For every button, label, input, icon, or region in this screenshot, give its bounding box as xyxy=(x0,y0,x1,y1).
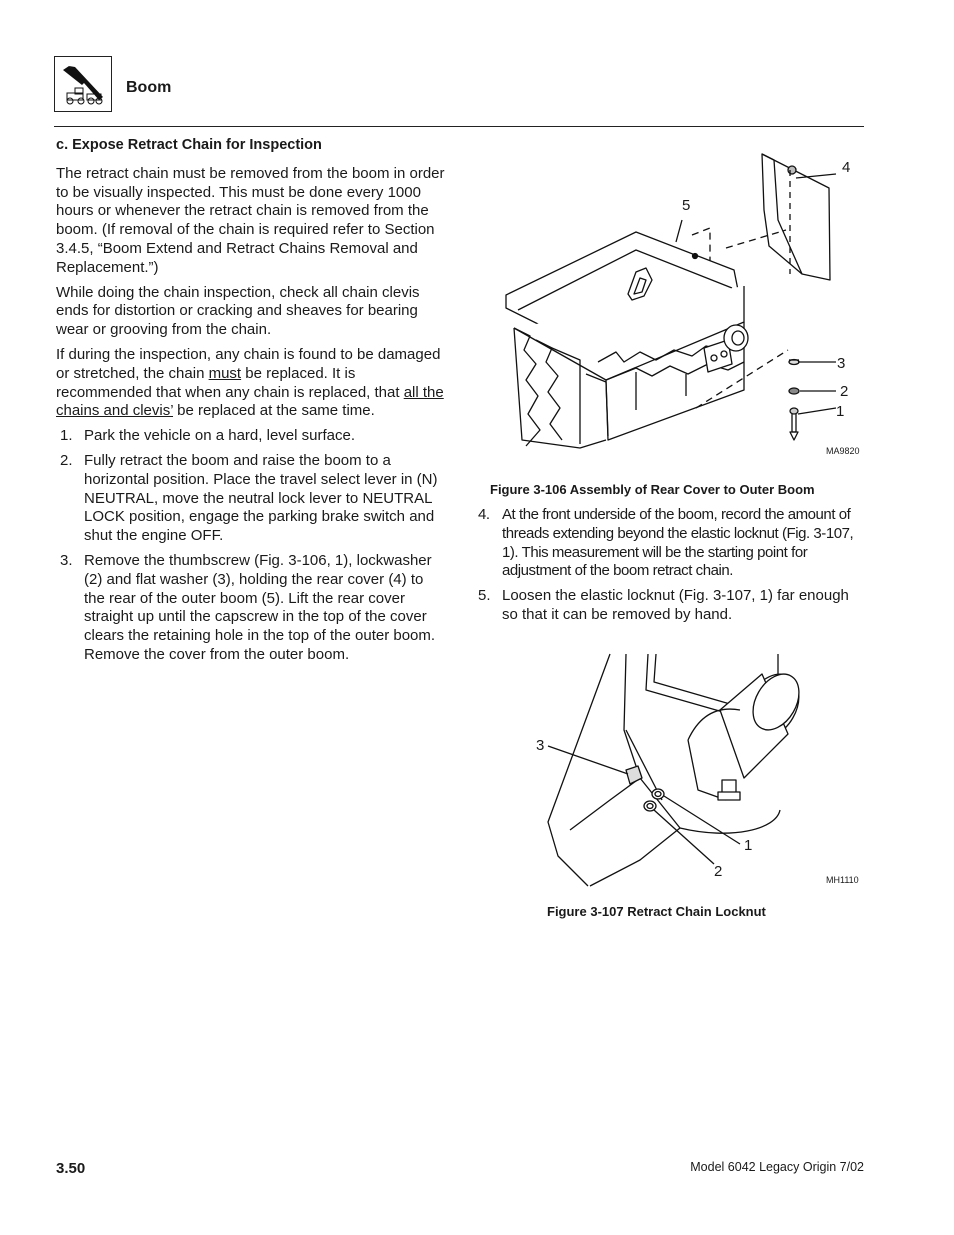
procedure-step-1 xyxy=(56,427,448,446)
paragraph-3 xyxy=(56,346,448,421)
callout-1: 1 xyxy=(836,403,845,420)
paragraph-2: While doing the chain inspection, check all chain clevis ends for distortion or cracking and sheaves for bearing wear or grooving from the chain. xyxy=(56,283,420,339)
procedure-step-2 xyxy=(56,452,448,546)
boom-logo-icon xyxy=(54,56,112,112)
page-number: 3.50 xyxy=(56,1160,86,1177)
header-divider xyxy=(54,126,864,127)
step-text: At the front underside of the boom, record the amount of threads extending beyond the elastic locknut (Fig. 3-107, 1). This measurement will be the starting point for adjustment of the boom retract chain. xyxy=(502,506,854,580)
step-text: Loosen the elastic locknut (Fig. 3-107, 1) far enough so that it can be removed by hand. xyxy=(502,587,849,623)
procedure-step-4 xyxy=(478,506,864,581)
right-column xyxy=(478,506,864,631)
paragraph-1: The retract chain must be removed from the boom in order to be visually inspected. This must be done every 1000 hours or whenever the retract chain is removed from the boom. (If removal of the chain is required refer to Section 3.4.5, “Boom Extend and Retract Chains Removal and Replacement.”) xyxy=(56,164,445,276)
figure-code: MA9820 xyxy=(826,446,860,456)
figure-code: MH1110 xyxy=(826,875,859,885)
figure-3-106-caption: Figure 3-106 Assembly of Rear Cover to Outer Boom xyxy=(490,482,815,497)
emphasis-all-chains: all the chains and clevis’ xyxy=(56,383,444,420)
step-text: Park the vehicle on a hard, level surface. xyxy=(84,427,355,445)
callout-2: 2 xyxy=(714,863,723,880)
callout-3: 3 xyxy=(837,355,846,372)
step-text: Fully retract the boom and raise the boom to a horizontal position. Place the travel select lever in (N) NEUTRAL, move the neutral lock lever to NEUTRAL LOCK position, engage the parking brake switch and shut the engine OFF. xyxy=(84,451,438,545)
callout-5: 5 xyxy=(682,197,691,214)
footer-model-info: Model 6042 Legacy Origin 7/02 xyxy=(690,1160,864,1174)
procedure-steps-right xyxy=(478,506,864,625)
section-title: Boom xyxy=(126,79,172,96)
paragraph-3-part-a: If during the inspection, any chain is found to be damaged or stretched, the chain xyxy=(56,345,441,382)
paragraph-3-part-b: be replaced. It is recommended that when any chain is replaced, that xyxy=(56,364,404,401)
figure-3-107-caption: Figure 3-107 Retract Chain Locknut xyxy=(547,904,766,919)
figure-3-107-locknut-illustration xyxy=(530,650,866,890)
callout-4: 4 xyxy=(842,159,851,176)
procedure-step-5 xyxy=(478,587,864,625)
callout-2: 2 xyxy=(840,383,849,400)
step-number: 2. xyxy=(60,451,73,469)
step-text: Remove the thumbscrew (Fig. 3-106, 1), lockwasher (2) and flat washer (3), holding the rear cover (4) to the rear of the outer boom (5). Lift the rear cover straight up until the capscrew in the top of the cover clears the retaining hole in the top of the outer boom. Remove the cover from the outer boom. xyxy=(84,551,436,663)
paragraph-3-part-c: be replaced at the same time. xyxy=(173,402,375,420)
left-column xyxy=(56,136,448,671)
callout-1: 1 xyxy=(744,837,753,854)
subsection-heading: c. Expose Retract Chain for Inspection xyxy=(56,137,322,153)
figure-3-106-rear-cover-illustration xyxy=(496,150,866,462)
callout-3: 3 xyxy=(536,737,545,754)
procedure-step-3 xyxy=(56,552,448,665)
procedure-steps-left xyxy=(56,427,448,665)
step-number: 1. xyxy=(60,427,73,445)
emphasis-must: must xyxy=(208,364,242,382)
step-number: 3. xyxy=(60,551,73,569)
step-number: 4. xyxy=(478,506,490,523)
step-number: 5. xyxy=(478,587,491,605)
